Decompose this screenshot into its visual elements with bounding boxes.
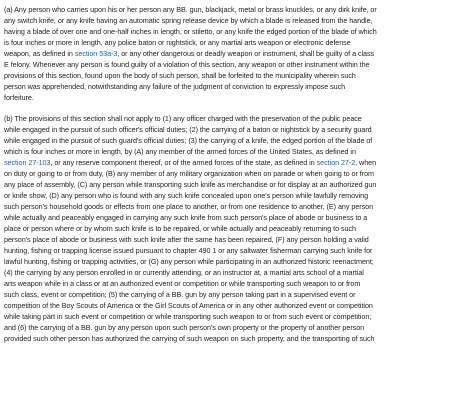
text-segment: on duty or going to or from duty, (B) any member of any military organization when on parade or when going to or from [4, 169, 374, 178]
text-segment: person was apprehended, notwithstanding any failure of the judgment of conviction to expressly impose such [4, 82, 346, 91]
text-segment: or knife show, (D) any person who is found with any such knife concealed upon one's person while lawfully removing [4, 191, 369, 200]
text-line [4, 26, 444, 37]
text-segment: weapon, as defined in [4, 49, 75, 58]
text-segment: and (6) the carrying of a BB. gun by any person upon such person's own property or the property of another person [4, 323, 365, 332]
text-segment: hunting, fishing or trapping license issued pursuant to chapter 490 1 or any saltwater fisherman carrying such knife for [4, 246, 373, 255]
paragraph-b [4, 113, 444, 344]
text-line [4, 311, 444, 322]
text-segment: is four inches or more in length, any police baton or nightstick, or any martial arts weapon or electronic defense [4, 38, 351, 47]
text-line [4, 37, 444, 48]
statute-text [4, 4, 444, 344]
text-segment: , or any other dangerous or deadly weapon or instrument, shall be guilty of a class [117, 49, 375, 58]
statute-reference-link[interactable]: section 53a-3 [74, 49, 118, 58]
text-line [4, 81, 444, 92]
text-segment: competition of the Boy Scouts of America or the Girl Scouts of America or in any other authorized event or competition [4, 301, 373, 310]
text-line [4, 168, 444, 179]
text-segment: person's place of abode or business with such knife after the same has been repaired, (F) any person holding a valid [4, 235, 369, 244]
text-segment: lawful hunting, fishing or trapping activities, or (G) any person while participating in an authorized historic reenactment; [4, 257, 374, 266]
text-line [4, 212, 444, 223]
text-line [4, 245, 444, 256]
text-segment: forfeiture. [4, 93, 34, 102]
text-segment: provided such other person has authorized the carrying of such weapon on such property, and the transporting of such [4, 334, 375, 343]
text-segment: while taking part in such event or competition or while transporting such weapon to or from such event or competition; [4, 312, 372, 321]
text-segment: such person's household goods or effects from one place to another, or from one residence to another, (E) any person [4, 202, 374, 211]
text-line [4, 146, 444, 157]
text-segment: while actually and peaceably engaged in carrying any such knife from such person's place of abode or business to a [4, 213, 368, 222]
text-line [4, 135, 444, 146]
text-line [4, 190, 444, 201]
text-line [4, 267, 444, 278]
text-segment: (a) Any person who carries upon his or her person any BB. gun, blackjack, metal or brass knuckles, or any dirk knife, or [4, 5, 377, 14]
text-line [4, 157, 444, 168]
text-segment: , or any reserve component thereof, or of the armed forces of the state, as defined in [50, 158, 317, 167]
text-segment: E felony. Whenever any person is found guilty of a violation of this section, any weapon or other instrument within the [4, 60, 370, 69]
statute-reference-link[interactable]: section 27-103 [4, 158, 51, 167]
text-segment: while engaged in the pursuit of such guard's official duties; (3) the carrying of a knife, the edged portion of the blade of [4, 136, 373, 145]
text-line [4, 289, 444, 300]
text-line [4, 113, 444, 124]
text-line [4, 278, 444, 289]
text-segment: provisions of this section, found upon the body of such person, shall be forfeited to the municipality wherein such [4, 71, 356, 80]
text-segment: any switch knife, or any knife having an automatic spring release device by which a blade is released from the handle, [4, 16, 373, 25]
text-line [4, 4, 444, 15]
text-line [4, 179, 444, 190]
text-line [4, 15, 444, 26]
text-segment: while engaged in the pursuit of such officer's official duties; (2) the carrying of a baton or nightstick by a security guard [4, 125, 372, 134]
text-line [4, 92, 444, 103]
text-segment: having a blade of over one and one-half inches in length, or stiletto, or any knife the edged portion of the blade of which [4, 27, 377, 36]
paragraph-a [4, 4, 444, 103]
text-line [4, 223, 444, 234]
text-segment: any place of assembly, (C) any person while transporting such knife as merchandise or for display at an authorized gun [4, 180, 377, 189]
statute-reference-link[interactable]: section 27-2 [316, 158, 356, 167]
text-segment: (b) The provisions of this section shall not apply to (1) any officer charged with the preservation of the public peace [4, 114, 362, 123]
text-segment: which is four inches or more in length, by (A) any member of the armed forces of the United States, as defined in [4, 147, 356, 156]
text-segment: (4) the carrying by any person enrolled in or currently attending, or an instructor at, a martial arts school of a martial [4, 268, 364, 277]
text-line [4, 322, 444, 333]
text-line [4, 201, 444, 212]
text-line [4, 59, 444, 70]
text-segment: arts weapon while in a class or at an authorized event or competition or while transporting such weapon to or from [4, 279, 361, 288]
text-line [4, 234, 444, 245]
text-line [4, 70, 444, 81]
text-line [4, 300, 444, 311]
text-segment: place or person where or by whom such knife is to be repaired, or while actually and peaceably returning to such [4, 224, 356, 233]
text-line [4, 124, 444, 135]
text-line [4, 48, 444, 59]
text-line [4, 256, 444, 267]
text-segment: , when [355, 158, 377, 167]
text-line [4, 333, 444, 344]
text-segment: such class, event or competition; (5) the carrying of a BB. gun by any person taking part in a supervised event or [4, 290, 356, 299]
